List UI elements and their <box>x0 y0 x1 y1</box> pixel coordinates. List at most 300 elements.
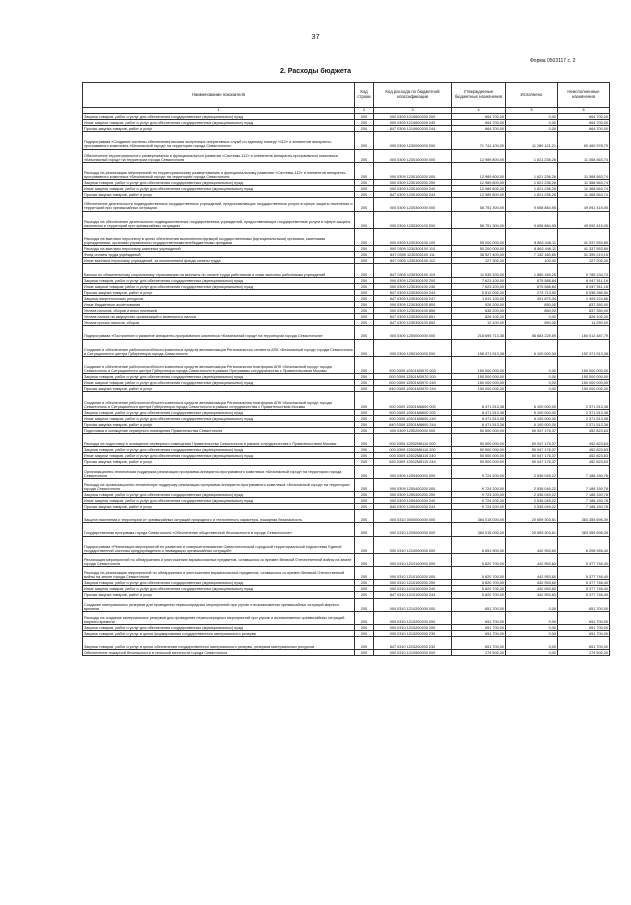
row-approved: 12 989 800,00 <box>452 149 506 162</box>
row-name: Иные закупки товаров, работ и услуг для обеспечения государственных (муниципальных) нужд <box>83 120 355 126</box>
row-code: 200 <box>355 592 374 598</box>
column-number: 1 <box>83 108 355 114</box>
row-code: 200 <box>355 380 374 386</box>
row-approved: 150 000 000,00 <box>452 380 506 386</box>
row-executed: 0,00 <box>506 598 558 611</box>
row-approved: 651 700,00 <box>452 611 506 624</box>
row-name: Иные закупки товаров, работ и услуг для обеспечения государственных (муниципальных) нужд <box>83 186 355 192</box>
row-code: 200 <box>355 523 374 536</box>
row-classification: 000 0310 1210100200 200 <box>374 580 452 586</box>
row-executed: 20 659 303,61 <box>506 510 558 523</box>
row-unexecuted: 6 947 511,16 <box>558 283 610 289</box>
row-classification: 000 0309 1230300100 200 <box>374 277 452 283</box>
row-name: Иные закупки товаров, работ и услуг для обеспечения государственных (муниципальных) нужд <box>83 415 355 421</box>
row-approved: 150 000 000,00 <box>452 374 506 380</box>
row-name: Расходы на выплаты персоналу в целях обеспечения выполнения функций государственными (муниципальными) органами, казенными учреждениями, органами управления государственными внебюджетными фондами <box>83 228 355 245</box>
table-row <box>83 510 610 523</box>
row-classification: 000 0309 12502M8110 200 <box>374 447 452 453</box>
row-unexecuted: 150 000 000,00 <box>558 380 610 386</box>
row-code: 200 <box>355 434 374 447</box>
row-executed: 6 100 000,00 <box>506 392 558 409</box>
row-unexecuted: 664 700,00 <box>558 114 610 120</box>
row-code: 200 <box>355 421 374 427</box>
row-unexecuted: 49 092 415,05 <box>558 211 610 228</box>
header-row <box>83 83 610 108</box>
row-approved: 8 471 513,38 <box>452 415 506 421</box>
row-unexecuted: 363 355 696,39 <box>558 510 610 523</box>
row-executed: 11 280 121,21 <box>506 132 558 149</box>
row-code: 200 <box>355 301 374 307</box>
form-code: Форма 0503117 с. 2 <box>530 58 576 64</box>
row-code: 200 <box>355 198 374 211</box>
row-executed: 50 047 176,37 <box>506 427 558 433</box>
row-classification: 000 0309 1250400200 000 <box>374 478 452 491</box>
row-name: Расходы на создание материальных резервов для проведения первоочередных мероприятий при угрозе и возникновении чрезвычайных ситуаций мирного времени <box>83 611 355 624</box>
row-approved: 5 820 700,00 <box>452 592 506 598</box>
row-unexecuted: 41 337 553,89 <box>558 228 610 245</box>
header-name: Наименование показателя <box>83 83 355 108</box>
row-executed: 20 659 303,61 <box>506 523 558 536</box>
row-classification: 000 0309 1250100000 000 <box>374 339 452 356</box>
row-code: 200 <box>355 510 374 523</box>
row-executed: 9 658 884,95 <box>506 198 558 211</box>
row-approved: 11 535 300,00 <box>452 264 506 277</box>
row-code: 200 <box>355 459 374 465</box>
row-executed: 442 953,60 <box>506 592 558 598</box>
row-unexecuted: 7 188 150,78 <box>558 465 610 478</box>
row-code: 200 <box>355 246 374 252</box>
row-name: Создание и обеспечение работоспособности комплекса средств автоматизации Регионального сегмента АПК «Безопасный город» города Севастополь и Ситуационного центра Губернатора города Севастополя <box>83 339 355 356</box>
row-executed: 58 683 225,59 <box>506 326 558 339</box>
row-approved: 5 820 700,00 <box>452 580 506 586</box>
row-name: Подпрограмма «Реализация мероприятий по развитию и совершенствованию Севастопольской городской территориальной подсистемы Единой государственной системы предупреждения и ликвидации чрезвычайных ситуаций» <box>83 536 355 553</box>
row-name: Прочая закупка товаров, работ и услуг <box>83 504 355 510</box>
row-unexecuted: 179 500,00 <box>558 650 610 656</box>
row-code: 200 <box>355 631 374 637</box>
row-executed: 0,00 <box>506 380 558 386</box>
row-code: 200 <box>355 149 374 162</box>
row-executed: 675 588,84 <box>506 283 558 289</box>
row-classification: 847 0309 1230300100 119 <box>374 264 452 277</box>
table-row <box>83 523 610 536</box>
row-name: Иные закупки товаров, работ и услуг для обеспечения государственных (муниципальных) нужд <box>83 283 355 289</box>
row-classification: 840 0309 1250400200 244 <box>374 504 452 510</box>
row-approved: 150 000 000,00 <box>452 386 506 392</box>
header-executed: Исполнено <box>506 83 558 108</box>
row-name: Закупка товаров, работ и услуг для обеспечения государственных (муниципальных) нужд <box>83 277 355 283</box>
row-unexecuted: 651 700,00 <box>558 624 610 630</box>
row-name: Прочая закупка товаров, работ и услуг <box>83 192 355 198</box>
row-code: 200 <box>355 114 374 120</box>
row-name: Иные бюджетные ассигнования <box>83 301 355 307</box>
row-classification: 000 0310 0000000000 000 <box>374 510 452 523</box>
row-approved: 826 100,00 <box>452 314 506 320</box>
row-executed: 1 621 236,26 <box>506 180 558 186</box>
row-approved: 9 724 200,00 <box>452 498 506 504</box>
row-executed: 675 588,84 <box>506 277 558 283</box>
row-classification: 000 0310 1210000000 000 <box>374 536 452 553</box>
row-unexecuted: 5 538 286,50 <box>558 289 610 295</box>
row-code: 200 <box>355 637 374 650</box>
row-unexecuted: 60 460 978,79 <box>558 132 610 149</box>
row-classification: 000 0309 12501M3970 240 <box>374 380 452 386</box>
row-unexecuted: 6 208 946,40 <box>558 536 610 553</box>
row-classification: 000 0310 1210500000 000 <box>374 650 452 656</box>
row-name: Фонд оплаты труда учреждений <box>83 252 355 258</box>
row-executed: 2 536 049,22 <box>506 478 558 491</box>
row-unexecuted: 49 092 415,05 <box>558 198 610 211</box>
table-row <box>83 611 610 624</box>
row-approved: 179 500,00 <box>452 650 506 656</box>
table-row <box>83 339 610 356</box>
row-unexecuted: 11 368 563,74 <box>558 162 610 179</box>
row-code: 200 <box>355 211 374 228</box>
row-code: 200 <box>355 120 374 126</box>
row-approved: 664 700,00 <box>452 114 506 120</box>
row-unexecuted: 6 947 511,16 <box>558 277 610 283</box>
row-approved: 651 700,00 <box>452 631 506 637</box>
row-classification: 000 0309 1230300100 240 <box>374 283 452 289</box>
row-unexecuted: 2 371 513,38 <box>558 421 610 427</box>
table-row <box>83 465 610 478</box>
row-executed: 2 536 049,22 <box>506 504 558 510</box>
row-approved: 384 015 000,00 <box>452 510 506 523</box>
row-classification: 000 0309 12501M6600 240 <box>374 415 452 421</box>
row-classification: 000 0309 1230100000 000 <box>374 149 452 162</box>
row-approved: 9 724 200,00 <box>452 465 506 478</box>
row-classification: 000 0309 1210600200 240 <box>374 120 452 126</box>
row-code: 200 <box>355 553 374 566</box>
row-classification: 847 0309 1230300100 112 <box>374 258 452 264</box>
row-code: 200 <box>355 295 374 301</box>
row-classification: 000 0309 12502M8110 000 <box>374 434 452 447</box>
row-executed: 9 658 884,95 <box>506 211 558 228</box>
row-unexecuted: 452 823,63 <box>558 427 610 433</box>
row-code: 200 <box>355 478 374 491</box>
row-name: Обеспечение пожарной безопасности в сельской местности города Севастополя <box>83 650 355 656</box>
row-code: 200 <box>355 162 374 179</box>
row-unexecuted: 7 188 150,78 <box>558 478 610 491</box>
row-name: Закупка товаров, работ и услуг для обеспечения государственных (муниципальных) нужд <box>83 624 355 630</box>
row-executed: 50 047 176,37 <box>506 447 558 453</box>
row-approved: 12 100,00 <box>452 320 506 326</box>
row-unexecuted: 127 200,00 <box>558 258 610 264</box>
row-approved: 158 471 513,38 <box>452 339 506 356</box>
expenses-table <box>82 82 610 656</box>
row-name: Иные закупки товаров, работ и услуг для обеспечения государственных (муниципальных) нужд <box>83 453 355 459</box>
row-code: 200 <box>355 567 374 580</box>
row-approved: 218 695 713,38 <box>452 326 506 339</box>
row-executed: 2 536 049,22 <box>506 465 558 478</box>
row-executed: 1 621 236,26 <box>506 162 558 179</box>
row-executed: 6 100 000,00 <box>506 339 558 356</box>
row-classification: 847 0309 1230100200 244 <box>374 192 452 198</box>
row-unexecuted: 150 000 000,00 <box>558 356 610 373</box>
row-approved: 928 200,00 <box>452 301 506 307</box>
row-approved: 12 989 800,00 <box>452 162 506 179</box>
row-approved: 9 724 200,00 <box>452 478 506 491</box>
header-line-code: Код строки <box>355 83 374 108</box>
row-executed: 2 536 049,22 <box>506 491 558 497</box>
table-row <box>83 149 610 162</box>
row-unexecuted: 152 371 513,38 <box>558 339 610 356</box>
row-classification: 000 0310 1210200200 200 <box>374 624 452 630</box>
table-row <box>83 478 610 491</box>
row-classification: 000 0310 1210100200 000 <box>374 567 452 580</box>
table-row <box>83 211 610 228</box>
row-classification: 000 0309 1250400000 000 <box>374 465 452 478</box>
row-executed: 50 047 176,37 <box>506 434 558 447</box>
row-unexecuted: 150 000 000,00 <box>558 386 610 392</box>
row-executed: 50 047 176,37 <box>506 453 558 459</box>
row-name: Закупка товаров, работ и услуг в целях формирования государственного материального резерва <box>83 631 355 637</box>
row-name: Прочая закупка товаров, работ и услуг <box>83 386 355 392</box>
row-approved: 5 812 000,00 <box>452 289 506 295</box>
row-unexecuted: 2 371 513,38 <box>558 409 610 415</box>
row-unexecuted: 452 823,63 <box>558 459 610 465</box>
row-unexecuted: 452 823,63 <box>558 447 610 453</box>
row-executed: 0,00 <box>506 126 558 132</box>
row-executed: 8 862 446,11 <box>506 228 558 245</box>
row-executed: 6 100 000,00 <box>506 421 558 427</box>
row-name: Закупка товаров, работ и услуг для обеспечения государственных (муниципальных) нужд <box>83 180 355 186</box>
row-classification: 000 0310 1200000000 000 <box>374 523 452 536</box>
row-approved: 150 000 000,00 <box>452 356 506 373</box>
column-number: 6 <box>558 108 610 114</box>
row-name: Расходы на организационно-техническую поддержку реализации программы аппаратно-программного комплекса «Безопасный город» на территории города Севастополя <box>83 478 355 491</box>
table-row <box>83 228 610 245</box>
row-classification: 000 0309 12501M6600 200 <box>374 409 452 415</box>
row-approved: 384 015 000,00 <box>452 523 506 536</box>
row-classification: 000 0309 1230300000 000 <box>374 198 452 211</box>
row-name: Расходы на подготовку и оснащение серверного помещения Правительства Севастополя в рамках сотрудничества с Правительством Москвы <box>83 434 355 447</box>
row-unexecuted: 7 188 150,78 <box>558 491 610 497</box>
row-executed: 0,00 <box>506 624 558 630</box>
row-approved: 12 989 800,00 <box>452 180 506 186</box>
row-name: Создание материальных резервов для проведения первоочередных мероприятий при угрозе и возникновении чрезвычайных ситуаций мирного времени <box>83 598 355 611</box>
row-unexecuted: 363 355 696,39 <box>558 523 610 536</box>
row-code: 200 <box>355 392 374 409</box>
row-executed: 273 713,50 <box>506 289 558 295</box>
row-executed: 0,00 <box>506 374 558 380</box>
row-approved: 50 200 000,00 <box>452 228 506 245</box>
row-unexecuted: 2 371 513,38 <box>558 415 610 421</box>
row-unexecuted: 11 368 563,74 <box>558 186 610 192</box>
column-number: 3 <box>374 108 452 114</box>
row-approved: 50 500 000,00 <box>452 459 506 465</box>
row-unexecuted: 11 250,00 <box>558 320 610 326</box>
row-executed: 850,00 <box>506 301 558 307</box>
row-unexecuted: 5 377 746,40 <box>558 586 610 592</box>
row-executed: 0,00 <box>506 386 558 392</box>
row-classification: 847 0309 1230300100 247 <box>374 295 452 301</box>
row-executed: 442 953,60 <box>506 536 558 553</box>
row-classification: 847 0309 1210600200 244 <box>374 126 452 132</box>
table-row <box>83 392 610 409</box>
row-classification: 000 0309 12501M3970 200 <box>374 374 452 380</box>
row-name: Расходы на реализацию мероприятий по обнаружению и уничтожению взрывоопасных предметов, оставшихся со времен Великой Отечественной войны на земле города Севастополя <box>83 567 355 580</box>
row-executed: 2 536 049,22 <box>506 498 558 504</box>
row-unexecuted: 41 337 553,89 <box>558 246 610 252</box>
row-code: 200 <box>355 409 374 415</box>
row-classification: 840 0309 12501M3970 244 <box>374 386 452 392</box>
row-name: Закупка товаров, работ и услуг для обеспечения государственных (муниципальных) нужд <box>83 374 355 380</box>
row-approved: 5 820 700,00 <box>452 553 506 566</box>
row-code: 200 <box>355 308 374 314</box>
row-unexecuted: 9 785 134,74 <box>558 264 610 277</box>
row-name: Прочая закупка товаров, работ и услуг <box>83 289 355 295</box>
column-number: 4 <box>452 108 506 114</box>
row-approved: 651 700,00 <box>452 637 506 650</box>
row-code: 200 <box>355 132 374 149</box>
row-approved: 5 820 700,00 <box>452 567 506 580</box>
row-name: Подпрограмма «Создание системы обеспечения вызова экстренных оперативных служб по единому номеру «112» и элементов аппаратно-программного комплекса «Безопасный город» на территории города Севастополя» <box>83 132 355 149</box>
row-name: Уплата налога на имущество организаций и земельного налога <box>83 314 355 320</box>
row-unexecuted: 5 377 746,40 <box>558 567 610 580</box>
row-executed: 0,00 <box>506 120 558 126</box>
table-row <box>83 598 610 611</box>
row-name: Создание и обеспечение работоспособности комплекса средств автоматизации Региональная платформа АПК «Безопасный город» города Севастополь и Ситуационного центра Губернатора города Севастополя в рамках сотрудничества с Правительством Москвы <box>83 392 355 409</box>
row-unexecuted: 452 823,63 <box>558 453 610 459</box>
row-classification: 000 0309 1210600200 200 <box>374 114 452 120</box>
header-approved: Утвержденные бюджетные назначения <box>452 83 506 108</box>
row-approved: 651 700,00 <box>452 598 506 611</box>
row-name: Закупка товаров, работ и услуг в целях обеспечения государственного материального резерва, резервов материальных ресурсов <box>83 637 355 650</box>
row-approved: 7 623 100,00 <box>452 283 506 289</box>
row-approved: 127 300,00 <box>452 258 506 264</box>
row-executed: 7 132 180,85 <box>506 252 558 258</box>
row-name: Закупка товаров, работ и услуг для обеспечения государственных (муниципальных) нужд <box>83 447 355 453</box>
row-name: Создание и обеспечение работоспособности комплекса средств автоматизации Региональная платформа АПК «Безопасный город» города Севастополь и Ситуационного центра Губернатора города Севастополя в рамках Программы сотрудничества с Правительством Москвы <box>83 356 355 373</box>
row-unexecuted: 826 100,00 <box>558 314 610 320</box>
row-unexecuted: 7 188 150,78 <box>558 504 610 510</box>
page-number: 37 <box>311 32 320 41</box>
row-name: Защита населения и территории от чрезвычайных ситуаций природного и техногенного характера, пожарная безопасность <box>83 510 355 523</box>
row-name: Уплата налогов, сборов и иных платежей <box>83 308 355 314</box>
row-classification: 000 0310 1210200000 000 <box>374 598 452 611</box>
row-code: 200 <box>355 465 374 478</box>
row-approved: 71 741 100,00 <box>452 132 506 149</box>
row-code: 200 <box>355 228 374 245</box>
row-classification: 000 0309 1230000000 000 <box>374 132 452 149</box>
row-executed: 1 860 165,26 <box>506 264 558 277</box>
row-executed: 850,00 <box>506 320 558 326</box>
row-name: Расходы на реализацию мероприятий по территориальному развертыванию и функциональному развитию «Системы-112» и элементов аппаратно-программного комплекса «Безопасный город» на территории города Севастополя <box>83 162 355 179</box>
row-code: 200 <box>355 386 374 392</box>
row-executed: 8 862 446,11 <box>506 246 558 252</box>
row-classification: 000 0309 1230300100 850 <box>374 308 452 314</box>
row-classification: 847 0310 1210200200 232 <box>374 637 452 650</box>
row-classification: 000 0310 1210200200 000 <box>374 611 452 624</box>
row-code: 200 <box>355 264 374 277</box>
row-approved: 50 200 000,00 <box>452 246 506 252</box>
row-name: Прочая закупка товаров, работ и услуг <box>83 126 355 132</box>
row-unexecuted: 651 700,00 <box>558 631 610 637</box>
table-row <box>83 162 610 179</box>
row-executed: 401 875,34 <box>506 295 558 301</box>
row-unexecuted: 5 377 746,40 <box>558 553 610 566</box>
row-code: 200 <box>355 289 374 295</box>
row-approved: 838 200,00 <box>452 308 506 314</box>
row-executed: 442 953,60 <box>506 553 558 566</box>
row-name: Прочая закупка товаров, работ и услуг <box>83 592 355 598</box>
row-code: 200 <box>355 356 374 373</box>
table-row <box>83 650 610 656</box>
row-approved: 1 811 100,00 <box>452 295 506 301</box>
row-name: Взносы по обязательному социальному страхованию на выплаты по оплате труда работников и иные выплаты работникам учреждений <box>83 264 355 277</box>
row-executed: 0,00 <box>506 314 558 320</box>
row-name: Организационно-техническая поддержка реализации программы аппаратно-программного комплекса «Безопасный город» на территории города Севастополя <box>83 465 355 478</box>
row-code: 200 <box>355 277 374 283</box>
row-approved: 50 500 000,00 <box>452 427 506 433</box>
row-name: Подготовка и оснащение серверного помещения Правительства Севастополя <box>83 427 355 433</box>
row-approved: 664 700,00 <box>452 120 506 126</box>
row-classification: 000 0309 1230300100 800 <box>374 301 452 307</box>
row-unexecuted: 11 368 563,74 <box>558 180 610 186</box>
header-classification-code: Код расхода по бюджетной классификации <box>374 83 452 108</box>
row-code: 200 <box>355 650 374 656</box>
row-executed: 0,00 <box>506 114 558 120</box>
row-code: 200 <box>355 427 374 433</box>
section-title: 2. Расходы бюджета <box>280 68 351 75</box>
row-executed: 1 621 236,26 <box>506 149 558 162</box>
row-code: 200 <box>355 374 374 380</box>
row-classification: 000 0309 1230300100 000 <box>374 211 452 228</box>
row-name: Обеспечение территориального развертывания и функционального развития «Системы-112» и элементов аппаратно-программного комплекса «Безопасный город» на территории города Севастополя <box>83 149 355 162</box>
row-executed: 6 100 000,00 <box>506 415 558 421</box>
row-code: 200 <box>355 491 374 497</box>
row-unexecuted: 651 700,00 <box>558 598 610 611</box>
row-executed: 442 953,60 <box>506 567 558 580</box>
row-name: Закупка товаров, работ и услуг для обеспечения государственных (муниципальных) нужд <box>83 409 355 415</box>
row-classification: 000 0309 1250200000 000 <box>374 427 452 433</box>
row-name: Государственная программа города Севастополя «Обеспечение общественной безопасности в городе Севастополе» <box>83 523 355 536</box>
row-executed: 0,00 <box>506 631 558 637</box>
row-executed: 1 621 236,26 <box>506 192 558 198</box>
row-executed: 0,00 <box>506 650 558 656</box>
row-code: 200 <box>355 580 374 586</box>
row-code: 200 <box>355 598 374 611</box>
row-classification: 000 0309 1250400200 200 <box>374 491 452 497</box>
row-classification: 847 0309 1230300100 244 <box>374 289 452 295</box>
row-unexecuted: 150 000 000,00 <box>558 374 610 380</box>
row-approved: 651 700,00 <box>452 624 506 630</box>
row-name: Расходы на обеспечение деятельности подведомственных государственных учреждений, предоставляющих государственные услуги в сфере защиты населения и территорий при чрезвычайных ситуациях <box>83 211 355 228</box>
row-classification: 000 0309 12502M8110 240 <box>374 453 452 459</box>
row-unexecuted: 11 368 563,74 <box>558 192 610 198</box>
row-unexecuted: 664 700,00 <box>558 120 610 126</box>
row-code: 200 <box>355 536 374 553</box>
row-classification: 840 0309 12502M8110 244 <box>374 459 452 465</box>
row-code: 200 <box>355 586 374 592</box>
row-unexecuted: 7 188 150,78 <box>558 498 610 504</box>
row-unexecuted: 2 371 513,38 <box>558 392 610 409</box>
row-code: 200 <box>355 415 374 421</box>
row-classification: 847 0310 1210100200 244 <box>374 592 452 598</box>
row-name: Прочая закупка товаров, работ и услуг <box>83 421 355 427</box>
row-executed: 850,00 <box>506 308 558 314</box>
row-name: Обеспечение деятельности подведомственных государственных учреждений, предоставляющих государственные услуги в сфере защиты населения и территорий при чрезвычайных ситуациях <box>83 198 355 211</box>
row-code: 200 <box>355 252 374 258</box>
row-executed: 50 047 176,37 <box>506 459 558 465</box>
row-approved: 58 751 300,00 <box>452 198 506 211</box>
row-approved: 50 500 000,00 <box>452 453 506 459</box>
row-code: 200 <box>355 186 374 192</box>
header-unexecuted: Неисполненные назначения <box>558 83 610 108</box>
row-approved: 664 700,00 <box>452 126 506 132</box>
row-classification: 000 0309 1230300100 110 <box>374 246 452 252</box>
row-executed: 0,00 <box>506 611 558 624</box>
